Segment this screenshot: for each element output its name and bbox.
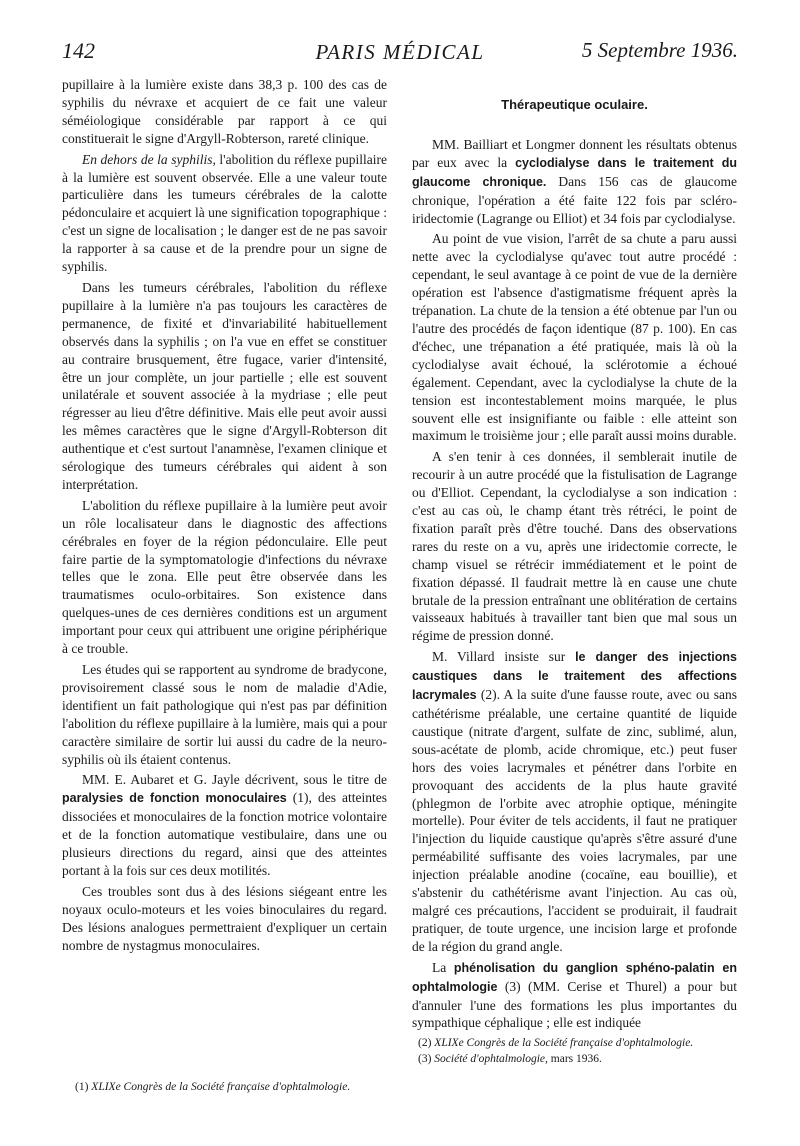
footnote (418, 1052, 602, 1067)
paragraph (412, 648, 737, 955)
footnote-date: mars 1936. (547, 1053, 602, 1065)
paragraph: L'abolition du réflexe pupillaire à la lumière peut avoir un rôle localisateur dans le diagnostic des affections cérébrales en foyer de la région pédonculaire. Elle peut faire partie de la symptomatologie d'infections du névraxe telles que le zona. Elle peut être observée dans les traumatismes oculo-orbitaires. Son existence dans quelques-unes de ces dernières conditions est un argument important pour ceux qui attribuent une origine périphérique à ce trouble. (62, 497, 387, 657)
footnote-text: XLIXe Congrès de la Société française d'ophtalmologie. (434, 1037, 694, 1049)
paragraph: Ces troubles sont dus à des lésions siégeant entre les noyaux oculo-moteurs et les voies binoculaires du regard. Des lésions analogues permettraient d'expliquer un certain nombre de nystagmus monoculaires. (62, 883, 387, 953)
paragraph (412, 136, 737, 228)
page-header (62, 38, 738, 68)
bold-term: cyclodialyse dans le traitement du glaucome chronique. (412, 155, 737, 189)
paragraph-text: (2). A la suite d'une fausse route, avec ou sans cathétérisme préalable, une certaine quantité de liquide caustique (nitrate d'argent, sulfate de zinc, sublimé, alun, sous-acétate de plomb, acide chromique, etc.) peut fuser hors des voies lacrymales et pénétrer dans l'orbite en provoquant des accidents de la plus haute gravité (phlegmon de l'orbite avec atrophie optique, méningite mortelle). Pour éviter de tels accidents, il faut ne pratiquer l'injection du liquide caustique qu'après s'être assuré d'une perméabilité suffisante des voies lacrymales, par une injection préalable anodine (cocaïne, eau bouillie), et s'abstenir du cathétérisme avant l'injection. Au cas où, malgré ces précautions, l'accident se produirait, il faudrait pratiquer, de toute urgence, une incision large et profonde de la région du grand angle. (412, 687, 737, 954)
paragraph-text: l'abolition du réflexe pupillaire à la lumière est souvent observée. Elle a une valeur toute particulière dans les tumeurs cérébrales de la calotte pédonculaire et acquiert là une signification topographique : c'est un signe de localisation ; le danger est de ne pas savoir la rapporter à sa cause et de la prendre pour un signe de syphilis. (62, 151, 388, 275)
paragraph (62, 771, 387, 879)
paragraph: Au point de vue vision, l'arrêt de sa chute a paru aussi nette avec la cyclodialyse qu'avec tout autre procédé : cependant, le seul avantage à ce point de vue de la dernière opération est l'absence d'astigmatisme fréquent après la trépanation. La chute de la tension a été obtenue par l'un ou l'autre des procédés de façon identique (87 p. 100). En cas d'échec, une trépanation a été pratiquée, mais là où la cyclodialyse avait échoué, la sclérotomie a échoué également. Cependant, avec la cyclodialyse la chute de la tension est incontestablement moins marquée, le plus souvent elle est insignifiante ou faible : elle atteint son maximum le troisième jour ; elle paraît aussi moins durable. (412, 231, 737, 444)
paragraph-text: (1), des atteintes dissociées et monoculaires de la fonction motrice volontaire et de la fonction automatique vestibulaire, dans une ou plusieurs directions du regard, ainsi que des atteintes portant à la fois sur ces deux motilités. (62, 790, 387, 878)
footnote-number: (2) (418, 1037, 432, 1049)
paragraph (62, 151, 387, 276)
paragraph: Dans les tumeurs cérébrales, l'abolition du réflexe pupillaire à la lumière n'a pas toujours les caractères de permanence, de fixité et d'invariabilité habituellement observés dans la syphilis ; on l'a vue en effet se constituer au contraire brusquement, être fugace, varier d'intensité, être un jour complète, un jour partielle ; elle est souvent unilatérale et souvent associée à la mydriase ; elle peut régresser au lieu d'être définitive. Mais elle peut avoir aussi les mêmes caractères que le signe d'Argyll-Robterson dit authentique et c'est surtout l'anamnèse, l'examen clinique et sérologique des tumeurs cérébrales qui aident à son interprétation. (62, 279, 387, 492)
page-number: 142 (62, 38, 95, 63)
bold-term: le danger des injections caustiques dans le traitement des affections lacrymales (412, 650, 737, 703)
paragraph: A s'en tenir à ces données, il semblerait inutile de recourir à un autre procédé que la fistulisation de Lagrange ou d'Elliot. Cependant, la cyclodialyse a son indication : c'est au cas où, le champ étant très rétréci, le point de fixation paraît près d'être touché. Dans des observations rares du reste on a vu, après une iridectomie correcte, le champ visuel se rétrécir immédiatement et le point de fixation dépassé. Il faudrait mettre là en cause une chute brutale de la pression entraînant une oblitération de certains vaisseaux habitués à travailler tant bien que mal sous un régime de pression donné. (412, 449, 737, 644)
footnote (418, 1036, 693, 1051)
paragraph: pupillaire à la lumière existe dans 38,3 p. 100 des cas de syphilis du névraxe et acquiert de ce fait une valeur séméiologique considérable par rapport à ce qui constituerait le signe d'Argyll-Robterson, rareté clinique. (62, 77, 387, 146)
paragraph-text: MM. Bailliart et Longmer donnent les résultats obtenus par eux avec la (412, 136, 737, 170)
footnote-text: Société d'ophtalmologie, (434, 1053, 548, 1065)
section-title: Thérapeutique oculaire. (501, 97, 648, 112)
emphasis: En dehors de la syphilis, (82, 151, 216, 167)
footnote-text: XLIXe Congrès de la Société française d'ophtalmologie. (91, 1081, 351, 1093)
footnote-number: (3) (418, 1053, 432, 1065)
bold-term: paralysies de fonction monoculaires (62, 791, 287, 806)
paragraph: Les études qui se rapportent au syndrome de bradycone, provisoirement classé sous le nom de maladie d'Adie, identifient un fait pathologique qui n'est pas par définition l'abolition du réflexe pupillaire à la lumière, mais qui a pour caractère similaire de sortir lui aussi du cadre de la neuro-syphilis où ils étaient contenus. (62, 662, 387, 767)
paragraph-text: (3) (MM. Cerise et Thurel) a pour but d'annuler l'une des formations les plus importantes du sympathique céphalique ; elle est indiquée (412, 978, 737, 1031)
paragraph (412, 959, 737, 1033)
bold-term: phénolisation du ganglion sphéno-palatin en ophtalmologie (412, 960, 737, 994)
left-column (62, 76, 387, 958)
paragraph-text: MM. E. Aubaret et G. Jayle décrivent, sous le titre de (82, 772, 387, 788)
footnote (75, 1080, 350, 1095)
paragraph-text: La (432, 959, 454, 975)
paragraph-text: M. Villard insiste sur (432, 649, 576, 665)
paragraph-text: Dans 156 cas de glaucome chronique, l'opération a été faite 122 fois par scléro-iridectomie (Lagrange ou Elliot) et 34 fois par cyclodialyse. (412, 173, 737, 226)
issue-date: 5 Septembre 1936. (581, 38, 738, 62)
journal-title: PARIS MÉDICAL (315, 40, 485, 64)
right-column (412, 76, 737, 1035)
footnote-number: (1) (75, 1081, 89, 1093)
